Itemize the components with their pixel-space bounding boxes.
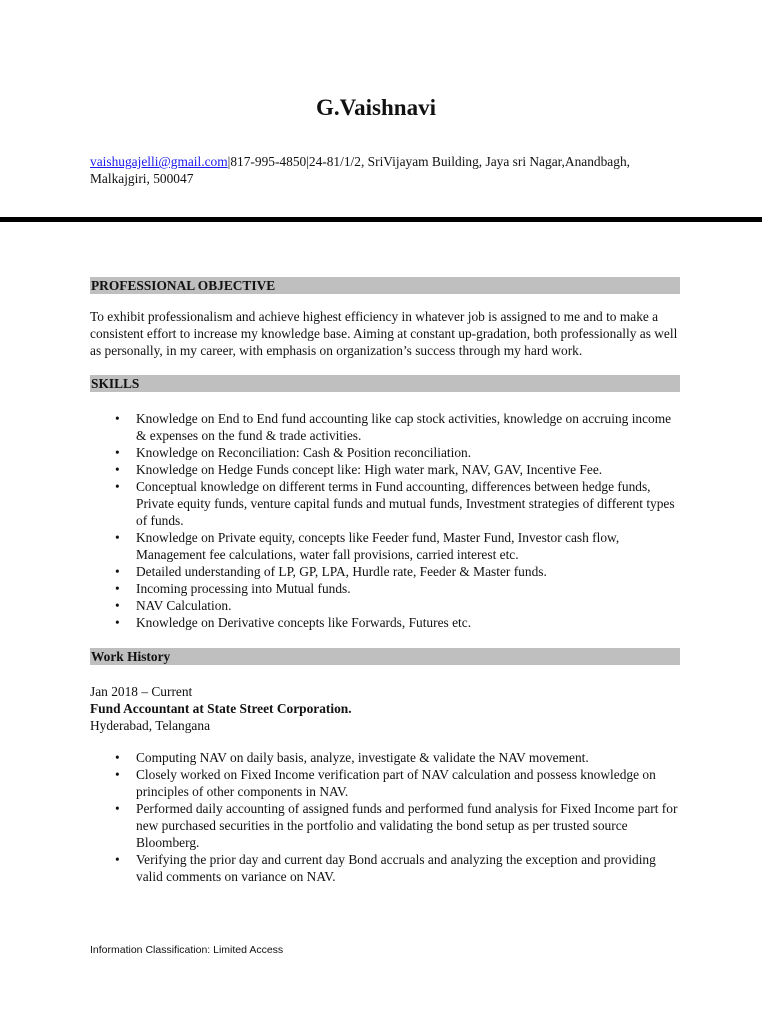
list-item: • Closely worked on Fixed Income verification part of NAV calculation and possess knowledge on principles of other components in NAV. xyxy=(90,766,682,800)
email-link[interactable]: vaishugajelli@gmail.com xyxy=(90,154,228,169)
list-item: • Knowledge on Reconciliation: Cash & Position reconciliation. xyxy=(90,444,682,461)
list-item: • Verifying the prior day and current day Bond accruals and analyzing the exception and providing valid comments on variance on NAV. xyxy=(90,851,682,885)
contact-details: |817-995-4850|24-81/1/2, SriVijayam Building, Jaya sri Nagar,Anandbagh, Malkajgiri, 500047 xyxy=(90,154,630,186)
objective-text: To exhibit professionalism and achieve highest efficiency in whatever job is assigned to me and to make a consistent effort to increase my knowledge base. Aiming at constant up-gradation, both professionally as well as personally, in my career, with emphasis on organization’s success through my hard work. xyxy=(90,309,678,358)
list-item: • Performed daily accounting of assigned funds and performed fund analysis for Fixed Income part for new purchased securities in the portfolio and validating the bond setup as per trusted source Bloomberg. xyxy=(90,800,682,851)
list-item: • Knowledge on End to End fund accounting like cap stock activities, knowledge on accruing income & expenses on the fund & trade activities. xyxy=(90,410,682,444)
list-item: • Incoming processing into Mutual funds. xyxy=(90,580,682,597)
section-heading-objective: PROFESSIONAL OBJECTIVE xyxy=(90,277,680,294)
job-title: Fund Accountant at State Street Corporation. xyxy=(90,701,352,716)
header-divider xyxy=(0,217,762,222)
job-entry xyxy=(90,683,680,734)
list-item: • Knowledge on Private equity, concepts like Feeder fund, Master Fund, Investor cash flow, Management fee calculations, water fall provisions, carried interest etc. xyxy=(90,529,682,563)
list-item: • Detailed understanding of LP, GP, LPA, Hurdle rate, Feeder & Master funds. xyxy=(90,563,682,580)
job-period: Jan 2018 – Current xyxy=(90,684,193,699)
section-heading-work-history: Work History xyxy=(90,648,680,665)
list-item: • Computing NAV on daily basis, analyze, investigate & validate the NAV movement. xyxy=(90,749,682,766)
footer-classification: Information Classification: Limited Access xyxy=(90,944,284,956)
contact-info xyxy=(90,153,680,187)
job-location: Hyderabad, Telangana xyxy=(90,718,211,733)
list-item: • Knowledge on Hedge Funds concept like: High water mark, NAV, GAV, Incentive Fee. xyxy=(90,461,682,478)
list-item: • Knowledge on Derivative concepts like Forwards, Futures etc. xyxy=(90,614,682,631)
candidate-name: G.Vaishnavi xyxy=(316,95,436,120)
list-item: • Conceptual knowledge on different terms in Fund accounting, differences between hedge funds, Private equity funds, venture capital funds and mutual funds, Investment strategies of different types of funds. xyxy=(90,478,682,529)
skills-list xyxy=(90,410,682,631)
section-heading-skills: SKILLS xyxy=(90,375,680,392)
list-item: • NAV Calculation. xyxy=(90,597,682,614)
work-duties-list xyxy=(90,749,682,885)
